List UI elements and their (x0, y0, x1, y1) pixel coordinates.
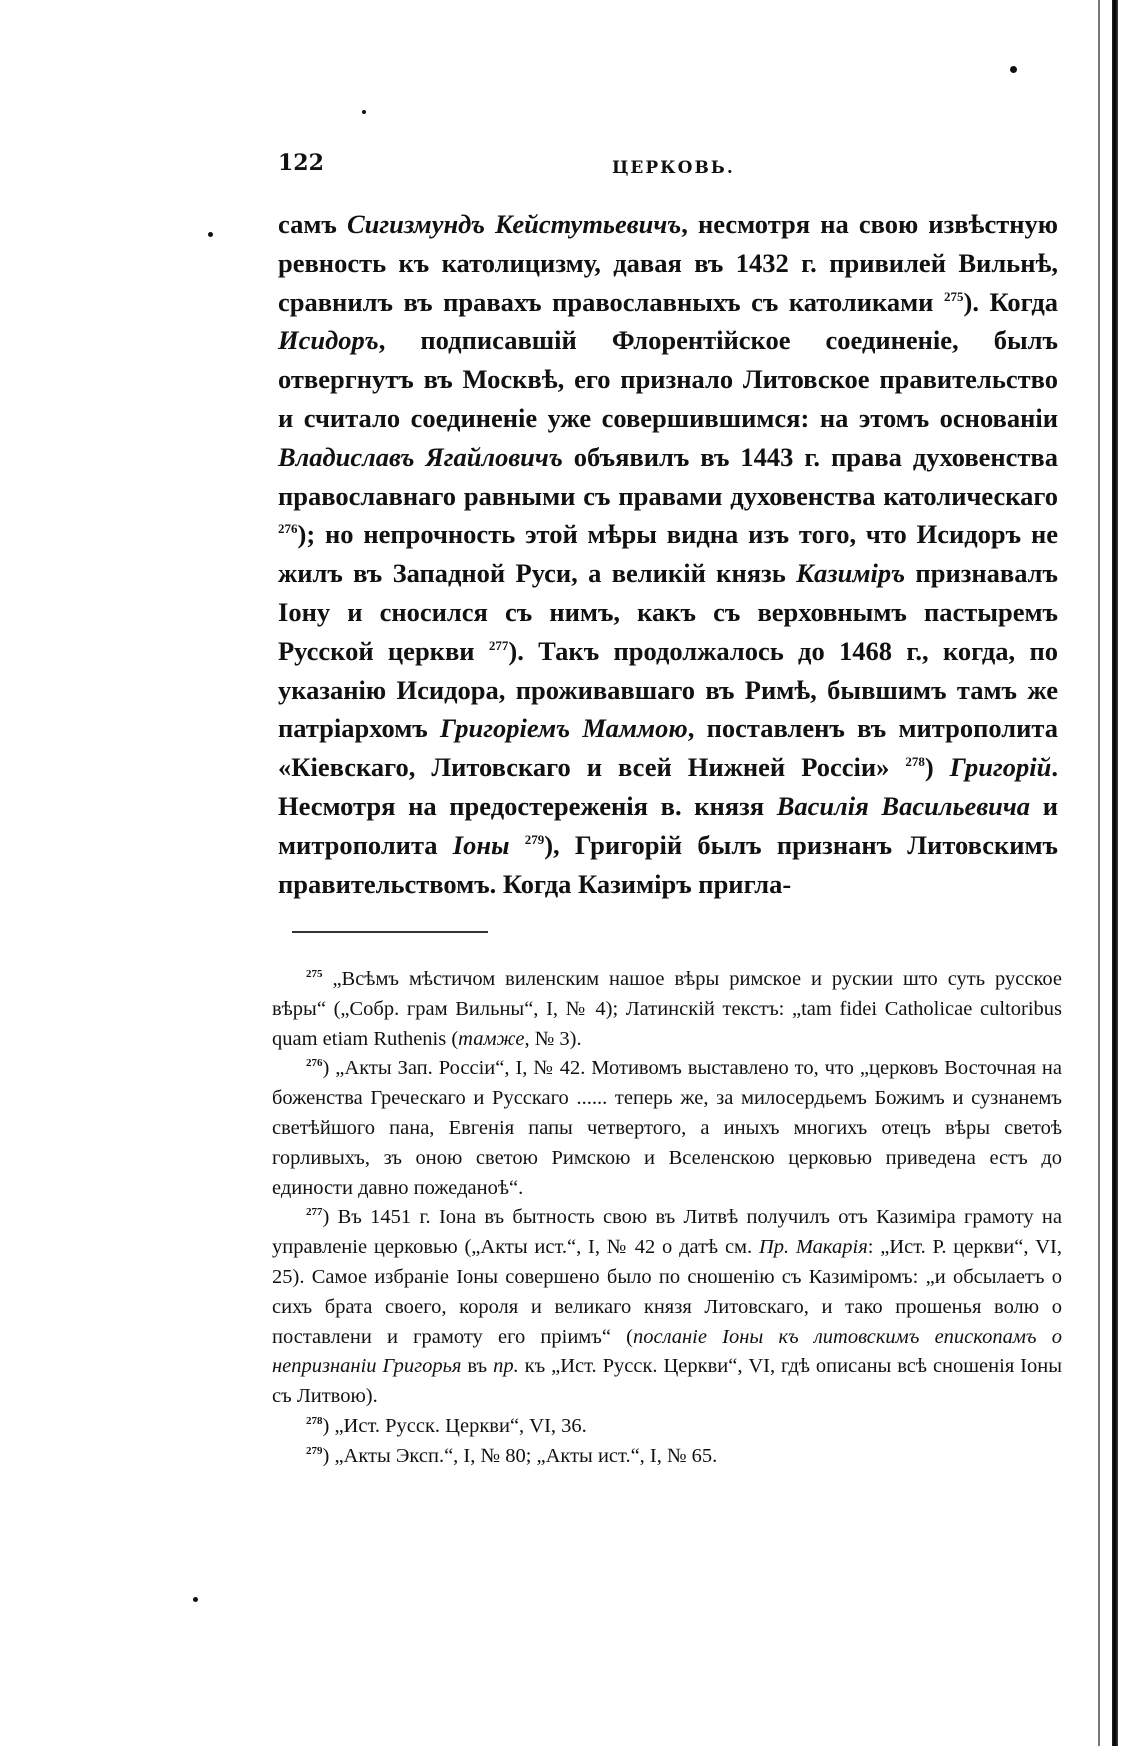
footnote-number: 277 (306, 1206, 323, 1219)
footnote-number: 278 (306, 1415, 323, 1428)
italic-name: Василія Васильевича (776, 790, 1031, 821)
page-number: 122 (278, 150, 324, 176)
italic-name: Казиміръ (796, 558, 906, 589)
text-run: ) „Акты Зап. Россіи“, I, № 42. Мотивомъ выставлено то, что „церковъ Восточная на боженства Греческаго и Русскаго ...... теперь же, за милосердьемъ Божимъ и сузнанемъ светѣйшого пана, Евгенія папы четвертого, а иныхъ многихъ отецъ вѣры светоѣ горливыхъ, зъ оною светою Римскою и Вселенскою церковью приведена естъ до единости давно пожеданоѣ“. (272, 1057, 1062, 1199)
footnote-276 (272, 1054, 1062, 1203)
footnote-ref[interactable]: 279 (524, 831, 545, 847)
footnote-ref[interactable]: 276 (278, 521, 298, 537)
footnote-ref[interactable]: 277 (488, 637, 509, 653)
text-run: , № 3). (524, 1027, 582, 1050)
italic-name: Іоны (452, 829, 510, 860)
italic-name: Сигизмундъ Кейстутьевичъ (346, 209, 682, 239)
page-edge-shadow (1112, 0, 1118, 1746)
text-run: , несмотря на свою извѣстную ревность къ католицизму, давая въ 1432 г. привилей Вильнѣ, сравнилъ въ правахъ православныхъ съ католиками (278, 209, 1058, 317)
text-run: . Несмотря на предостереженія в. князя (278, 752, 1059, 821)
text-run: , поставленъ въ митрополита «Кіевскаго, Литовскаго и всей Нижней Россіи» (278, 713, 1058, 783)
running-head (278, 150, 1058, 190)
text-run: : „Ист. Р. церкви“, VI, 25). Самое избраніе Іоны совершено было по сношенію съ Казиміромъ: „и обсылаетъ о сихъ брата своего, короля и великаго князя Литовскаго, и тако прошенья волю о поставлени и грамоту его пріимъ“ ( (272, 1236, 1062, 1348)
text-run: , подписавшій Флорентійское соединеніе, былъ отвергнутъ въ Москвѣ, его признало Литовское правительство и считало соединеніе уже совершившимся: на этомъ основаніи (278, 325, 1058, 433)
text-run: къ „Ист. Русск. Церкви“, VI, гдѣ описаны всѣ сношенія Іоны съ Литвою). (272, 1355, 1063, 1408)
italic-name: посланіе Іоны къ литовскимъ епископамъ о непризнаніи Григорья (272, 1325, 1062, 1378)
italic-name: Григорій (949, 752, 1052, 783)
italic-name: тамже (458, 1027, 525, 1050)
text-run: объявилъ въ 1443 г. права духовенства православнаго равными съ правами духовенства католическаго (278, 441, 1058, 511)
footnote-ref[interactable]: 278 (905, 754, 925, 770)
footnote-278 (272, 1412, 1062, 1442)
text-run (509, 830, 524, 860)
text-run: самъ (278, 209, 347, 239)
footnote-277 (272, 1203, 1062, 1412)
text-run: ) (924, 752, 950, 783)
footnote-number: 275 (306, 968, 323, 981)
text-run: въ (461, 1355, 494, 1378)
scan-speck (362, 110, 366, 114)
italic-name: Пр. Макарія (758, 1236, 868, 1259)
footnote-separator (292, 931, 488, 933)
italic-name: Григоріемъ Маммою (440, 713, 688, 744)
text-run: ) Въ 1451 г. Іона въ бытность свою въ Литвѣ получилъ отъ Казиміра грамоту на управленіе церковью („Акты ист.“, I, № 42 о датѣ см. (272, 1206, 1062, 1259)
footnotes (272, 965, 1062, 1472)
text-run: ). Такъ продолжалось до 1468 г., когда, по указанію Исидора, проживавшаго въ Римѣ, бывшимъ тамъ же патріархомъ (278, 635, 1059, 744)
text-run: „Всѣмъ мѣстичом виленским нашое вѣры римское и рускии што суть русское вѣры“ („Собр. грам Вильны“, I, № 4); Латинскій текстъ: „tam fidei Catholicae cultoribus quam etiam Ruthenis ( (272, 968, 1062, 1050)
italic-name: Владиславъ Ягайловичъ (278, 441, 563, 472)
running-title: ЦЕРКОВЬ. (612, 158, 735, 178)
footnote-279 (272, 1442, 1062, 1472)
italic-name: Исидоръ (278, 325, 379, 356)
scan-speck (208, 232, 213, 237)
text-run: ). Когда (963, 286, 1058, 317)
text-run: и митрополита (278, 790, 1058, 860)
footnote-275 (272, 965, 1062, 1054)
scan-speck (1010, 66, 1017, 73)
text-run: ); но непрочность этой мѣры видна изъ того, что Исидоръ не жилъ въ Западной Руси, а великій князь (278, 519, 1058, 589)
text-run: ) „Акты Эксп.“, I, № 80; „Акты ист.“, I, № 65. (322, 1444, 718, 1467)
text-run: ) „Ист. Русск. Церкви“, VI, 36. (322, 1414, 587, 1437)
main-paragraph (278, 205, 1058, 903)
footnote-number: 276 (306, 1057, 323, 1070)
footnote-number: 279 (306, 1444, 323, 1457)
page-edge-line (1098, 0, 1100, 1746)
scan-speck (193, 1597, 198, 1602)
text-run: признавалъ Іону и сносился съ нимъ, какъ съ верховнымъ пастыремъ Русской церкви (278, 558, 1058, 666)
footnote-ref[interactable]: 275 (944, 288, 964, 304)
text-run: ), Григорій былъ признанъ Литовскимъ правительствомъ. Когда Казиміръ пригла- (278, 829, 1059, 899)
italic-name: пр. (493, 1355, 519, 1378)
